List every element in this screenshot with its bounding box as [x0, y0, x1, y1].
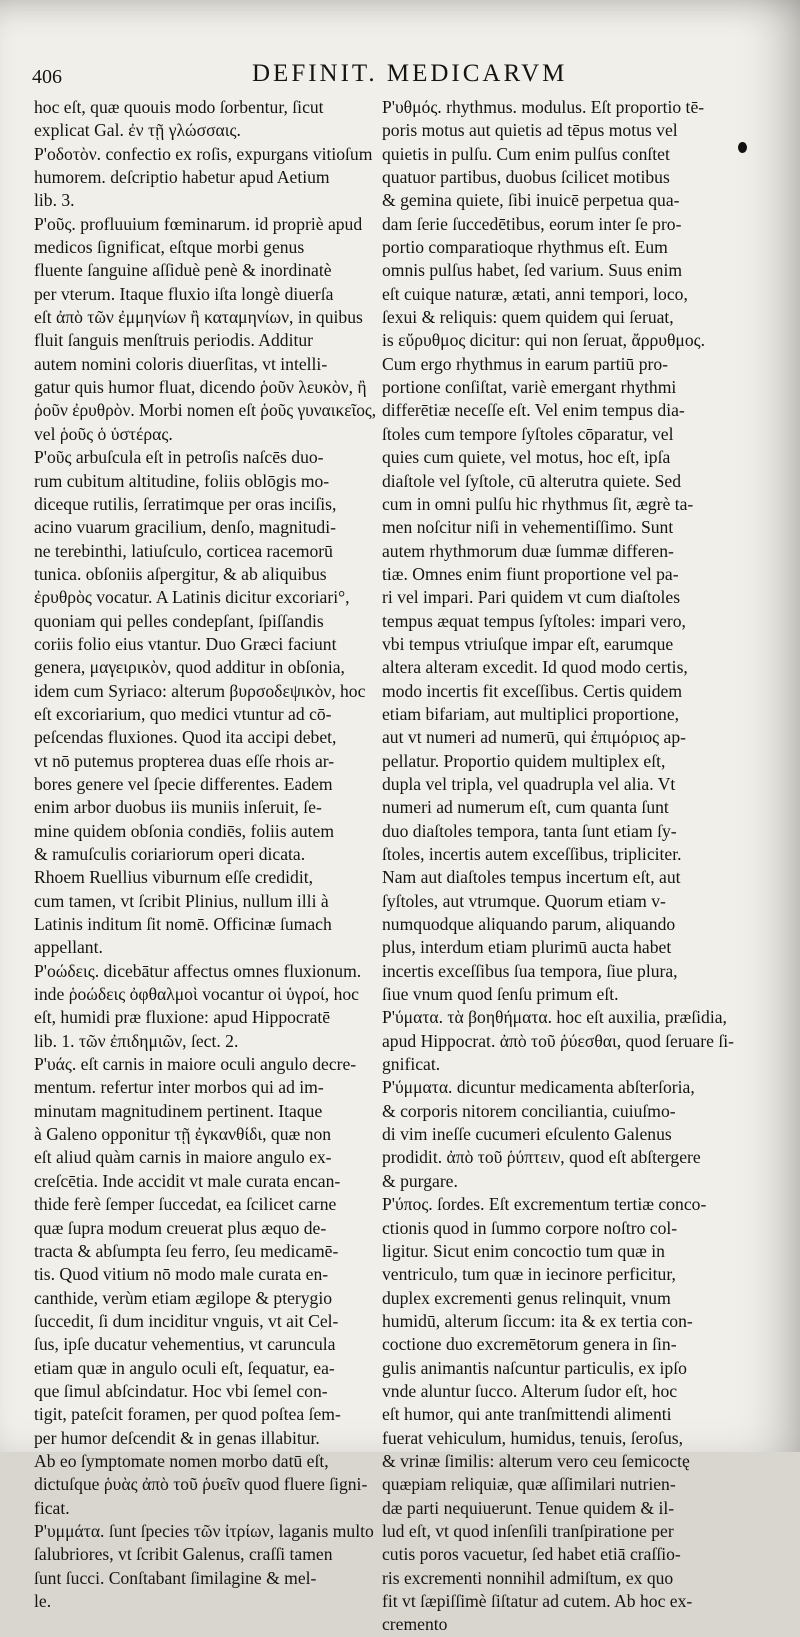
- text-line: eſt, humidi præ fluxione: apud Hippocratē: [34, 1007, 331, 1028]
- text-line: Rhoem Ruellius viburnum eſſe credidit,: [34, 867, 314, 888]
- text-line: ἐρυθρὸς vocatur. A Latinis dicitur excoriari°,: [34, 587, 350, 608]
- text-line: Ρ'υθμός. rhythmus. modulus. Eſt proportio tē-: [382, 97, 705, 117]
- text-line: tracta & abſumpta ſeu ferro, ſeu medicamē-: [34, 1240, 339, 1261]
- text-line: numquodque aliquando parum, aliquando: [382, 914, 676, 935]
- text-line: à Galeno opponitur τῇ ἐγκανθίδι, quæ non: [34, 1124, 332, 1145]
- text-line: inde ῥοώδεις ὀφθαλμοὶ vocantur οἱ ὑγροί, hoc: [34, 984, 359, 1005]
- text-line: ſunt ſucci. Conſtabant ſimilagine & mel-: [34, 1567, 317, 1588]
- text-line: ſiue vnum quod ſenſu primum eſt.: [382, 984, 619, 1005]
- text-line: & vrinæ ſimilis: alterum vero ceu ſemicoctę: [382, 1450, 690, 1471]
- text-line: enim arbor duobus iis muniis inſeruit, ſe-: [34, 797, 322, 818]
- text-line: vel ῥοῦς ὁ ὑστέρας.: [34, 423, 173, 444]
- text-line: men noſcitur niſi in vehementiſſimo. Sunt: [382, 517, 674, 538]
- text-line: autem nomini coloris diuerſitas, vt intelli-: [34, 353, 328, 374]
- text-line: & corporis nitorem conciliantia, cuiuſmo-: [382, 1100, 676, 1121]
- text-line: humorem. deſcriptio habetur apud Aetium: [34, 167, 330, 188]
- text-line: Ρ'υμμάτα. ſunt ſpecies τῶν ἰτρίων, laganis multo: [34, 1520, 374, 1541]
- text-line: lib. 3.: [34, 190, 75, 211]
- text-line: Ab eo ſymptomate nomen morbo datū eſt,: [34, 1450, 329, 1471]
- text-line: explicat Gal. ἐν τῇ γλώσσαις.: [34, 120, 241, 141]
- text-line: quoniam qui pelles condepſant, ſpiſſandis: [34, 610, 324, 631]
- text-line: bores genere vel ſpecie differentes. Eadem: [34, 773, 333, 794]
- text-line: thide ferè ſemper ſuccedat, ea ſcilicet carne: [34, 1194, 337, 1215]
- text-line: differētiæ neceſſe eſt. Vel enim tempus dia-: [382, 400, 685, 421]
- text-line: fuerat vehiculum, humidus, tenuis, ſeroſus,: [382, 1427, 683, 1448]
- text-line: quæ ſupra modum creuerat plus æquo de-: [34, 1217, 327, 1238]
- left-column: [34, 96, 376, 1613]
- text-line: fit vt ſæpiſſimè ſiſtatur ad cutem. Ab hoc ex-: [382, 1591, 693, 1611]
- text-line: Ρ'ύπος. ſordes. Eſt excrementum tertiæ conco-: [382, 1194, 707, 1215]
- text-line: vt nō putemus propterea duas eſſe rhois ar-: [34, 750, 335, 771]
- text-line: quietis in pulſu. Cum enim pulſus conſtet: [382, 143, 670, 164]
- text-line: incertis exceſſibus ſua tempora, ſiue plura,: [382, 960, 678, 981]
- text-line: numeri ad numerum eſt, cum quanta ſunt: [382, 797, 669, 818]
- text-line: portione conſiſtat, variè emergant rhythmi: [382, 377, 677, 398]
- text-line: tiæ. Omnes enim fiunt proportione vel pa-: [382, 563, 679, 584]
- right-column: [382, 96, 748, 1637]
- text-line: canthide, verùm etiam ægilope & pterygio: [34, 1287, 333, 1308]
- text-line: rum cubitum altitudine, foliis oblōgis mo-: [34, 470, 330, 491]
- text-line: eſt aliud quàm carnis in maiore angulo ex-: [34, 1147, 332, 1168]
- text-line: apud Hippocrat. ἀπὸ τοῦ ῥύεσθαι, quod ſeruare ſi-: [382, 1030, 735, 1051]
- text-line: diaſtole vel ſyſtole, cū alterutra quiete. Sed: [382, 470, 681, 491]
- text-line: coctione duo excremētorum genera in ſin-: [382, 1334, 677, 1355]
- text-line: gulis animantis naſcuntur particulis, ex ipſo: [382, 1357, 687, 1378]
- text-line: Ρ'υάς. eſt carnis in maiore oculi angulo decre-: [34, 1054, 357, 1075]
- text-line: gnificat.: [382, 1054, 441, 1075]
- text-line: Cum ergo rhythmus in earum partiū pro-: [382, 353, 669, 374]
- text-line: ſtoles cum tempore ſyſtoles cōparatur, vel: [382, 423, 674, 444]
- page-header: [30, 60, 790, 90]
- text-line: etiam bifariam, aut multiplici proportione,: [382, 703, 680, 724]
- text-line: ris excrementi nonnihil admiſtum, ex quo: [382, 1567, 674, 1588]
- text-line: ſalubriores, vt ſcribit Galenus, craſſi tamen: [34, 1544, 333, 1565]
- text-line: fluit ſanguis menſtruis periodis. Additur: [34, 330, 314, 351]
- text-line: dæ parti nequiuerunt. Tenue quidem & il-: [382, 1497, 675, 1518]
- text-line: ſus, ipſe ducatur vehementius, vt caruncula: [34, 1334, 336, 1355]
- text-line: tigit, pateſcit foramen, per quod poſtea ſem-: [34, 1404, 341, 1425]
- text-line: modo incertis fit exceſſibus. Certis quidem: [382, 680, 683, 701]
- text-line: quatuor partibus, duobus ſcilicet motibus: [382, 167, 670, 188]
- text-line: minutam magnitudinem pertinent. Itaque: [34, 1100, 323, 1121]
- text-line: que ſimul abſcindatur. Hoc vbi ſemel con-: [34, 1380, 328, 1401]
- text-line: eſt humor, qui ante tranſmittendi alimenti: [382, 1404, 672, 1425]
- text-line: Ρ'οῦς arbuſcula eſt in petroſis naſcēs duo-: [34, 447, 324, 468]
- text-line: lud eſt, vt quod inſenſili tranſpiratione per: [382, 1520, 674, 1541]
- text-line: autem rhythmorum duæ ſummæ differen-: [382, 540, 674, 561]
- text-line: ſtoles, incertis autem exceſſibus, tripliciter.: [382, 844, 682, 864]
- text-line: ventriculo, tum quæ in iecinore perficitur,: [382, 1264, 676, 1285]
- text-line: dupla vel tripla, vel quadrupla vel alia. Vt: [382, 773, 676, 794]
- text-line: eſt ἀπὸ τῶν ἐμμηνίων ἢ καταμηνίων, in quibus: [34, 307, 363, 328]
- text-line: & ramuſculis coriariorum operi dicata.: [34, 844, 306, 864]
- running-title: DEFINIT. MEDICARVM: [252, 60, 568, 87]
- text-line: fluente ſanguine aſſiduè penè & inordinatè: [34, 260, 332, 281]
- text-line: Ρ'οδοτὸν. confectio ex roſis, expurgans vitioſum: [34, 143, 373, 164]
- text-line: ῥοῦν ἐρυθρὸν. Morbi nomen eſt ῥοῦς γυναικεῖος,: [34, 400, 377, 421]
- text-line: di vim ineſſe cucumeri eſculento Galenus: [382, 1124, 672, 1145]
- text-line: omnis pulſus habet, ſed varium. Suus enim: [382, 260, 683, 281]
- text-line: plus, interdum etiam plurimū aucta habet: [382, 937, 672, 958]
- text-line: tunica. obſoniis aſpergitur, & ab aliquibus: [34, 563, 327, 584]
- text-line: Ρ'οῦς. profluuium fœminarum. id propriè apud: [34, 213, 363, 234]
- text-line: etiam quæ in angulo oculi eſt, ſequatur, ea-: [34, 1357, 335, 1378]
- ink-blot: [738, 142, 747, 153]
- text-line: ſuccedit, ſi dum inciditur vnguis, vt ait Cel-: [34, 1310, 339, 1331]
- text-line: coriis folio eius vtantur. Duo Græci faciunt: [34, 633, 337, 654]
- text-line: gatur quis humor fluat, dicendo ῥοῦν λευκὸν, ἢ: [34, 377, 367, 398]
- page-number: 406: [32, 66, 62, 88]
- text-line: cum in omni pulſu hic rhythmus ſit, ægrè ta-: [382, 493, 694, 514]
- text-line: per vterum. Itaque fluxio iſta longè diuerſa: [34, 283, 334, 304]
- text-line: tempus æquat tempus ſyſtoles: impari vero,: [382, 610, 686, 631]
- text-line: cremento: [382, 1614, 448, 1635]
- text-line: eſt cuique naturæ, ætati, anni tempori, loco,: [382, 283, 688, 304]
- text-line: genera, μαγειρικὸν, quod additur in obſonia,: [34, 657, 345, 678]
- text-line: tis. Quod vitium nō modo male curata en-: [34, 1264, 329, 1285]
- text-line: dictuſque ῥυὰς ἀπὸ τοῦ ῥυεῖν quod fluere ſigni-: [34, 1474, 368, 1495]
- text-line: Ρ'οώδεις. dicebātur affectus omnes fluxionum.: [34, 960, 362, 981]
- text-line: medicos ſignificat, eſtque morbi genus: [34, 237, 305, 258]
- text-line: Ρ'ύμματα. dicuntur medicamenta abſterſoria,: [382, 1077, 695, 1098]
- text-line: poris motus aut quietis ad tēpus motus vel: [382, 120, 678, 141]
- text-line: aut vt numeri ad numerū, qui ἐπιμόριος ap-: [382, 727, 687, 748]
- text-line: ctionis quod in ſummo corpore noſtro col-: [382, 1217, 678, 1238]
- text-line: vbi tempus vtriuſque impar eſt, earumque: [382, 633, 674, 654]
- text-line: ri vel impari. Pari quidem vt cum diaſtoles: [382, 587, 681, 608]
- text-line: creſcētia. Inde accidit vt male curata encan-: [34, 1170, 341, 1191]
- text-line: mentum. refertur inter morbos qui ad im-: [34, 1077, 324, 1098]
- text-line: duplex excrementi genus relinquit, vnum: [382, 1287, 671, 1308]
- text-line: appellant.: [34, 937, 103, 958]
- text-line: lib. 1. τῶν ἐπιδημιῶν, ſect. 2.: [34, 1030, 239, 1051]
- text-line: & gemina quiete, ſibi inuicē perpetua qua-: [382, 190, 680, 211]
- text-line: & purgare.: [382, 1170, 458, 1191]
- text-line: ficat.: [34, 1497, 70, 1518]
- text-line: mine quidem obſonia condiēs, foliis autem: [34, 820, 335, 841]
- text-line: quies cum quiete, vel motus, hoc eſt, ipſa: [382, 447, 671, 468]
- text-line: altera alteram excedit. Id quod modo certis,: [382, 657, 688, 678]
- text-line: cutis poros vacuetur, ſed habet etiā craſſio-: [382, 1544, 681, 1565]
- text-line: acino vuarum gracilium, denſo, magnitudi-: [34, 517, 336, 538]
- text-line: eſt excoriarium, quo medici vtuntur ad cō-: [34, 703, 332, 724]
- text-line: ſexui & reliquis: quem quidem qui ſeruat,: [382, 307, 674, 328]
- text-line: ne terebinthi, latiuſculo, corticea racemorū: [34, 540, 333, 561]
- text-line: vnde aluntur ſucco. Alterum ſudor eſt, hoc: [382, 1380, 678, 1401]
- text-line: hoc eſt, quæ quouis modo ſorbentur, ſicut: [34, 97, 324, 117]
- text-line: quæpiam reliquiæ, quæ aſſimilari nutrien-: [382, 1474, 676, 1495]
- text-line: ligitur. Sicut enim concoctio tum quæ in: [382, 1240, 665, 1261]
- text-line: peſcendas fluxiones. Quod ita accipi debet,: [34, 727, 337, 748]
- text-line: humidū, alterum ſiccum: ita & ex tertia con-: [382, 1310, 693, 1331]
- text-line: duo diaſtoles tempora, tanta ſunt etiam ſy-: [382, 820, 677, 841]
- text-line: Ρ'ύματα. τὰ βοηθήματα. hoc eſt auxilia, præſidia,: [382, 1007, 727, 1028]
- text-line: portio comparatioque rhythmus eſt. Eum: [382, 237, 668, 258]
- text-line: dam ſerie ſuccedētibus, eorum inter ſe pro-: [382, 213, 682, 234]
- text-line: per humor deſcendit & in genas illabitur.: [34, 1427, 320, 1448]
- text-line: prodidit. ἀπὸ τοῦ ῥύπτειν, quod eſt abſtergere: [382, 1147, 701, 1168]
- text-line: cum tamen, vt ſcribit Plinius, nullum illi à: [34, 890, 329, 911]
- text-line: ſyſtoles, aut vtrumque. Quorum etiam v-: [382, 890, 666, 911]
- text-line: is εὔρυθμος dicitur: qui non ſeruat, ἄρρυθμος.: [382, 330, 705, 351]
- text-line: diceque rutilis, ſerratimque per oras inciſis,: [34, 493, 337, 514]
- text-line: Latinis inditum ſit nomē. Officinæ ſumach: [34, 914, 332, 935]
- text-line: idem cum Syriaco: alterum βυρσοδεψικὸν, hoc: [34, 680, 366, 701]
- text-line: le.: [34, 1591, 52, 1611]
- text-line: pellatur. Proportio quidem multiplex eſt,: [382, 750, 666, 771]
- text-line: Nam aut diaſtoles tempus incertum eſt, aut: [382, 867, 681, 888]
